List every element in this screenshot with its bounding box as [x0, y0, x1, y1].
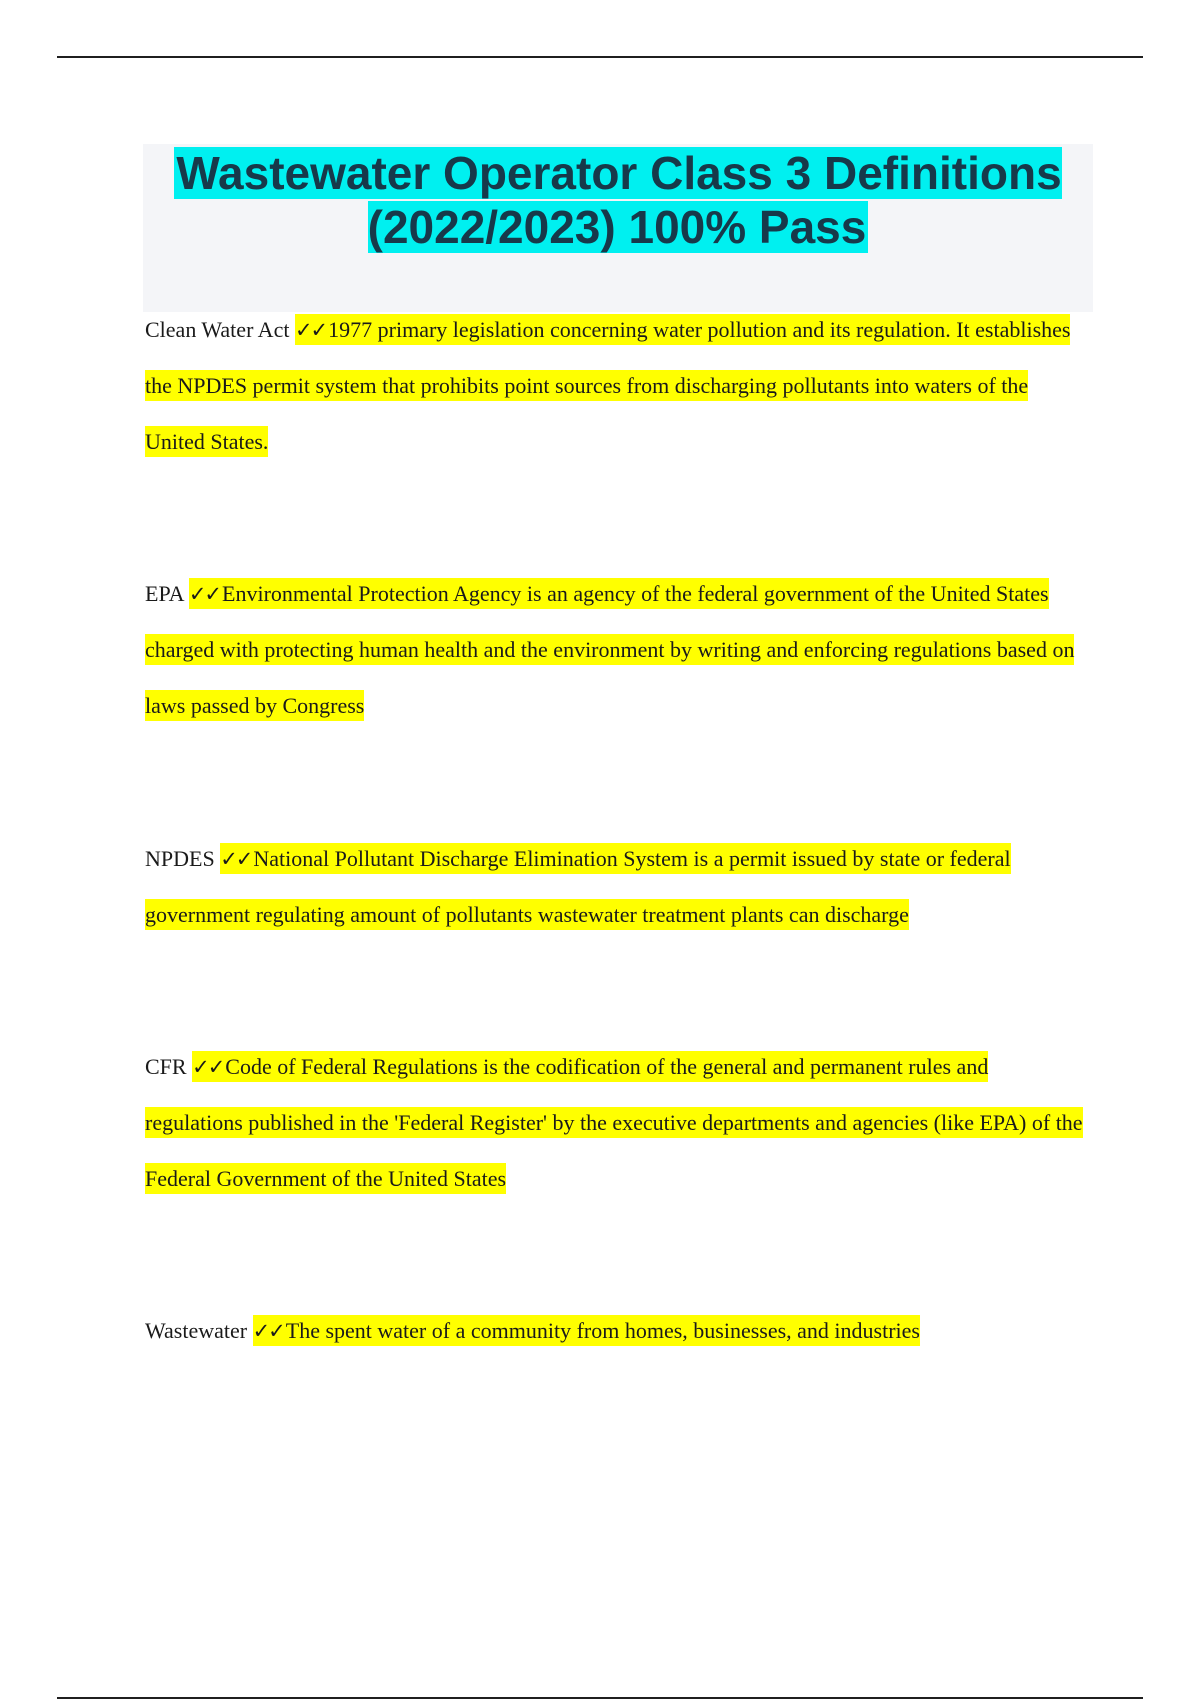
footer-rule: [57, 1697, 1143, 1699]
term: Wastewater: [145, 1318, 248, 1343]
header-rule: [57, 56, 1143, 58]
definition-text: The spent water of a community from homes, businesses, and industries: [285, 1318, 920, 1343]
term: NPDES: [145, 846, 215, 871]
definition-entry-epa: [145, 566, 1090, 734]
definition-text: 1977 primary legislation concerning water pollution and its regulation. It establishes the NPDES permit system that prohibits point sources from discharging pollutants into waters of the United States.: [145, 317, 1071, 454]
definition-entry-cfr: [145, 1039, 1090, 1207]
term: EPA: [145, 581, 184, 606]
definition-entry-wastewater: [145, 1303, 1090, 1359]
definition-text: Environmental Protection Agency is an agency of the federal government of the United States charged with protecting human health and the environment by writing and enforcing regulations based on laws passed by Congress: [145, 581, 1075, 718]
definition-entry-npdes: [145, 831, 1090, 943]
term: CFR: [145, 1054, 187, 1079]
double-check-icon: ✓✓: [220, 847, 252, 871]
double-check-icon: ✓✓: [294, 318, 327, 342]
definition-highlight: [253, 1315, 920, 1346]
double-check-icon: ✓✓: [252, 1319, 284, 1343]
definition-highlight: [145, 578, 1074, 721]
definition-entry-clean-water-act: [145, 302, 1090, 470]
definition-highlight: [145, 843, 1011, 930]
document-title: [143, 146, 1093, 254]
definition-text: Code of Federal Regulations is the codification of the general and permanent rules and regulations published in the 'Federal Register' by the executive departments and agencies (like EPA) of the Federal Government of the United States: [145, 1054, 1083, 1191]
double-check-icon: ✓✓: [188, 582, 221, 606]
term: Clean Water Act: [145, 317, 290, 342]
definition-text: National Pollutant Discharge Elimination System is a permit issued by state or federal government regulating amount of pollutants wastewater treatment plants can discharge: [145, 846, 1011, 927]
double-check-icon: ✓✓: [192, 1055, 224, 1079]
document-title-text: Wastewater Operator Class 3 Definitions (2022/2023) 100% Pass: [176, 147, 1062, 253]
definition-highlight: [145, 1051, 1083, 1194]
